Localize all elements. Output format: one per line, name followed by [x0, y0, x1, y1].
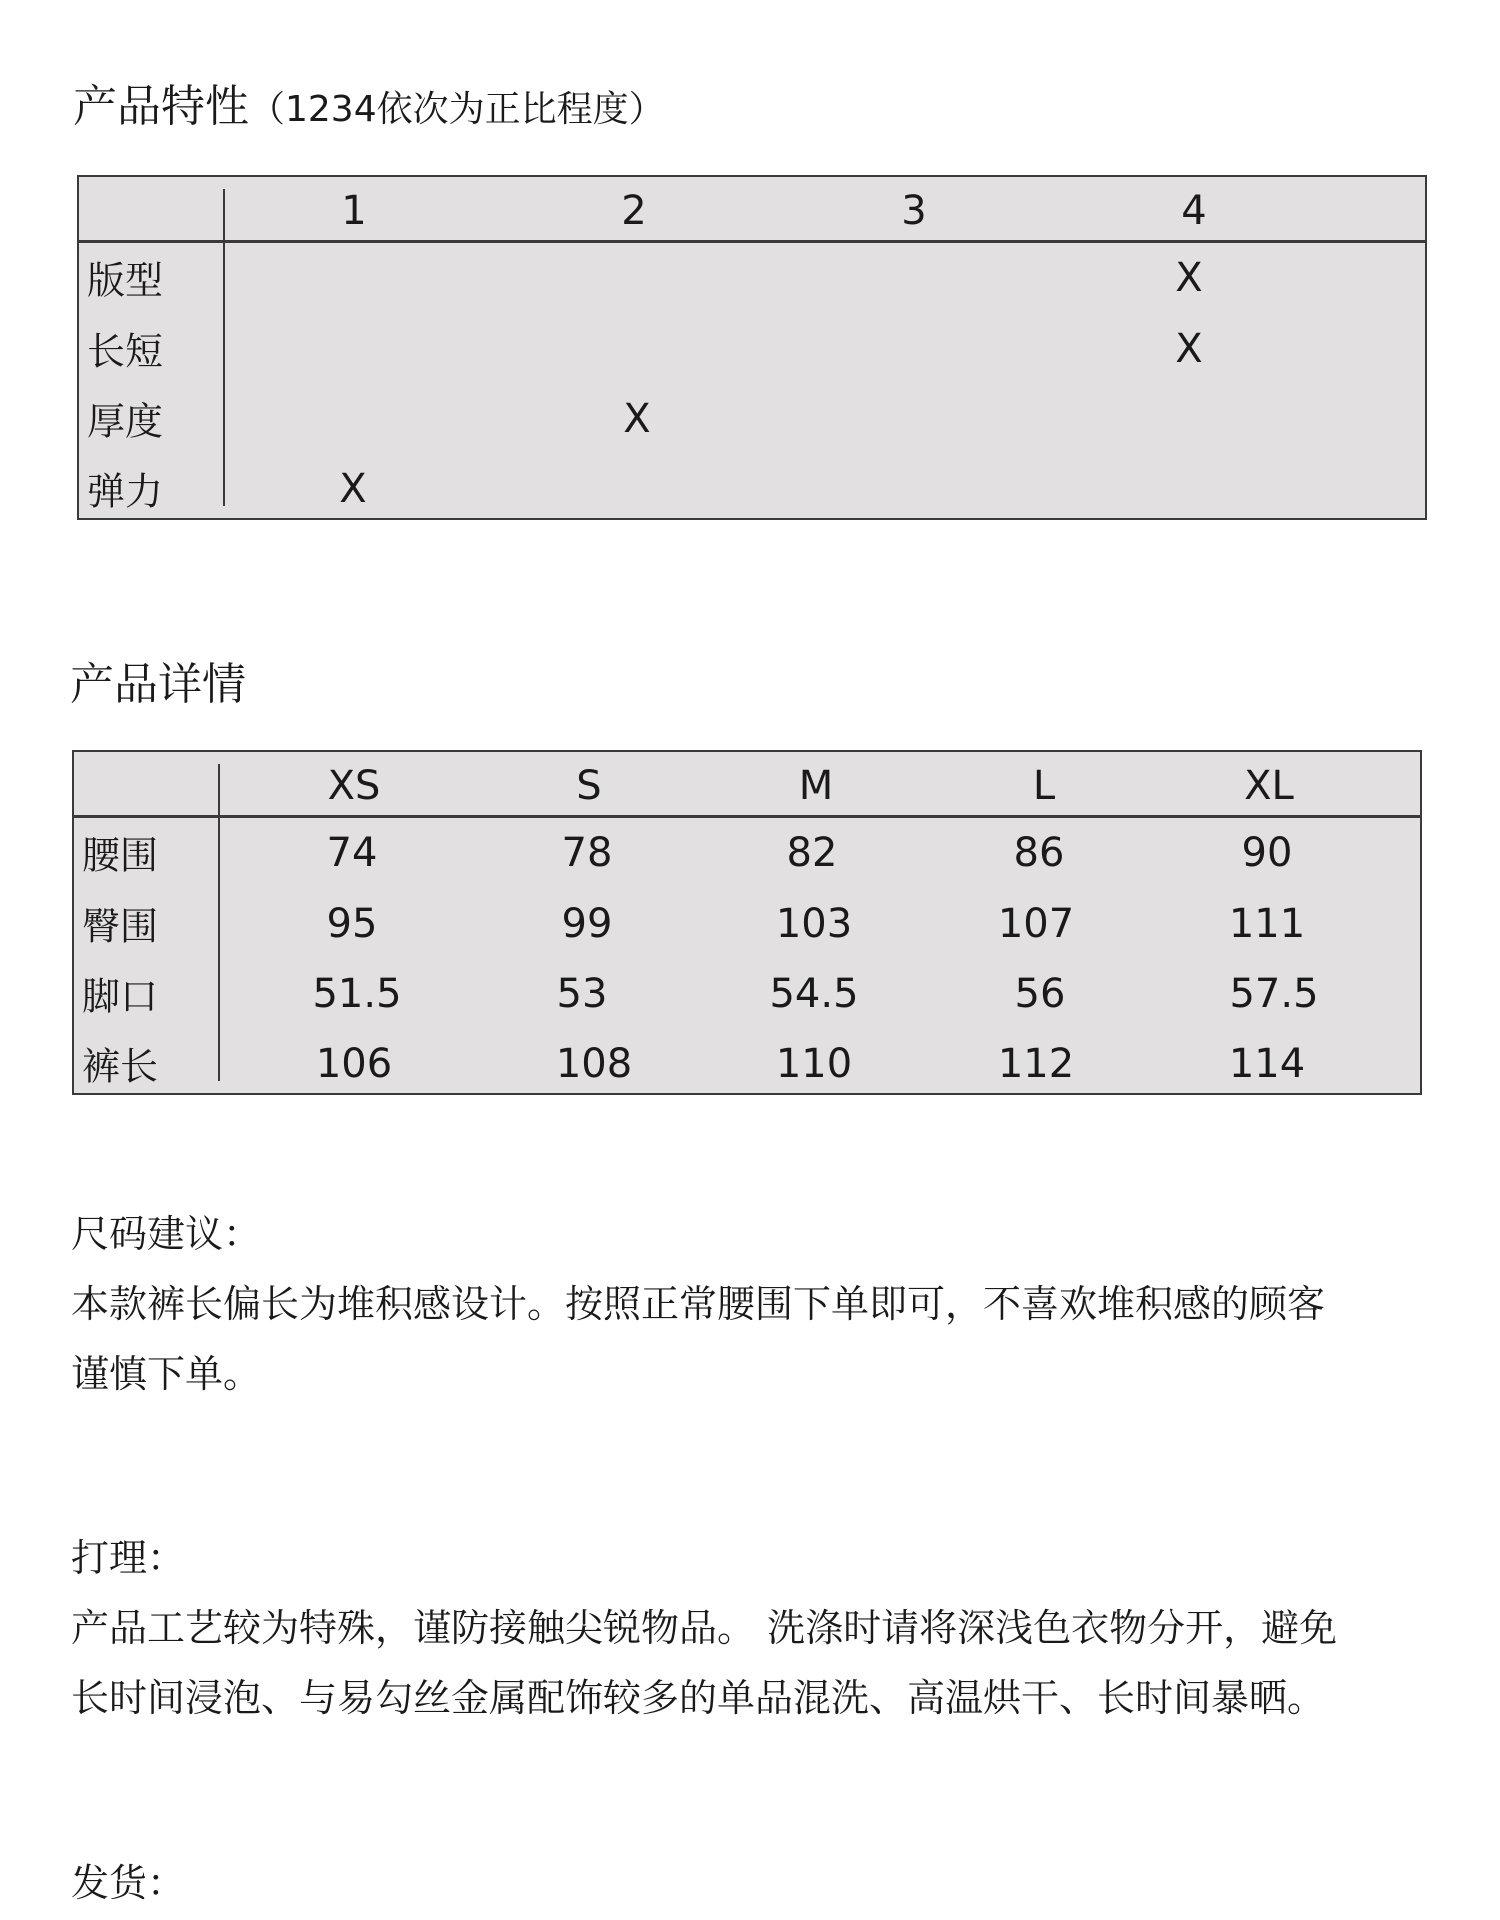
- features-title: 产品特性（1234依次为正比程度）: [73, 81, 665, 132]
- care-heading: 打理：: [71, 1536, 186, 1580]
- column-header: 1: [341, 188, 367, 234]
- features-table: [77, 175, 1427, 520]
- size-header: S: [576, 763, 602, 809]
- row-label: 版型: [87, 258, 164, 303]
- rating-mark: X: [623, 396, 651, 442]
- table-cell: 103: [775, 901, 853, 947]
- table-cell: 74: [326, 830, 378, 876]
- label-divider: [218, 764, 220, 1081]
- features-subtitle: （1234依次为正比程度）: [249, 89, 665, 130]
- table-cell: 99: [561, 901, 613, 947]
- size-advice-line: 本款裤长偏长为堆积感设计。按照正常腰围下单即可，不喜欢堆积感的顾客: [71, 1282, 1326, 1326]
- table-cell: 78: [561, 830, 613, 876]
- row-label: 长短: [87, 329, 164, 374]
- care-line: 产品工艺较为特殊，谨防接触尖锐物品。 洗涤时请将深浅色衣物分开，避免: [71, 1606, 1338, 1650]
- row-label: 弹力: [87, 469, 164, 514]
- table-cell: 82: [786, 830, 838, 876]
- table-cell: 110: [775, 1041, 853, 1087]
- column-header: 3: [901, 188, 927, 234]
- column-header: 2: [621, 188, 647, 234]
- rating-mark: X: [1175, 255, 1203, 301]
- row-label: 臀围: [82, 904, 159, 949]
- table-cell: 57.5: [1229, 971, 1319, 1017]
- row-label: 脚口: [82, 974, 159, 1019]
- size-header: XS: [327, 763, 381, 809]
- row-label: 腰围: [82, 833, 159, 878]
- size-header: XL: [1244, 763, 1294, 809]
- size-advice-heading: 尺码建议：: [71, 1212, 262, 1256]
- care-line: 长时间浸泡、与易勾丝金属配饰较多的单品混洗、高温烘干、长时间暴晒。: [71, 1676, 1326, 1720]
- table-cell: 86: [1013, 830, 1065, 876]
- size-header: M: [798, 763, 834, 809]
- table-cell: 112: [997, 1041, 1075, 1087]
- table-cell: 90: [1241, 830, 1293, 876]
- column-header: 4: [1181, 188, 1207, 234]
- table-cell: 108: [555, 1041, 633, 1087]
- rating-mark: X: [339, 466, 367, 512]
- table-cell: 95: [326, 901, 378, 947]
- rating-mark: X: [1175, 326, 1203, 372]
- size-advice-line: 谨慎下单。: [71, 1352, 262, 1396]
- table-cell: 54.5: [769, 971, 859, 1017]
- shipping-heading: 发货：: [71, 1861, 186, 1905]
- details-title: 产品详情: [70, 659, 246, 710]
- table-cell: 111: [1228, 901, 1306, 947]
- table-cell: 53: [556, 971, 608, 1017]
- size-header: L: [1032, 763, 1056, 809]
- size-table: [72, 750, 1422, 1095]
- header-divider: [79, 240, 1425, 243]
- table-cell: 56: [1014, 971, 1066, 1017]
- table-cell: 106: [315, 1041, 393, 1087]
- table-cell: 114: [1228, 1041, 1306, 1087]
- label-divider: [223, 189, 225, 506]
- table-cell: 51.5: [312, 971, 402, 1017]
- row-label: 裤长: [82, 1044, 159, 1089]
- header-divider: [74, 815, 1420, 818]
- table-cell: 107: [997, 901, 1075, 947]
- row-label: 厚度: [87, 399, 164, 444]
